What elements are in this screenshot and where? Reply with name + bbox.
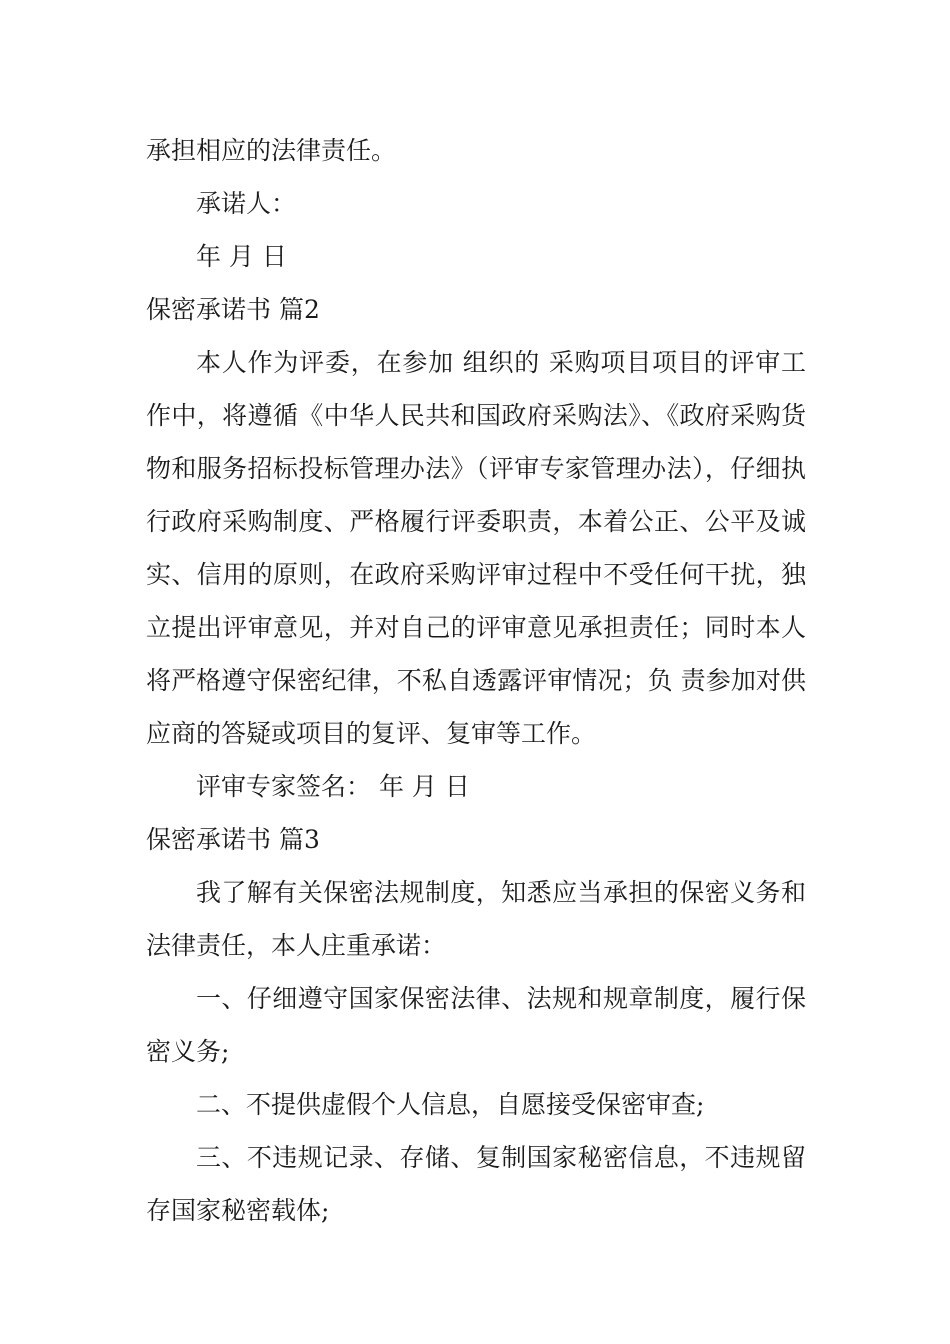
- date-line: 年 月 日: [196, 242, 287, 271]
- section-3-item-1: 一、仔细遵守国家保密法律、法规和规章制度，履行保密义务;: [146, 984, 806, 1066]
- section-2-signature-line: 评审专家签名： 年 月 日: [196, 772, 470, 801]
- section-2-body: 本人作为评委，在参加 组织的 采购项目项目的评审工作中，将遵循《中华人民共和国政府采购法》、《政府采购货物和服务招标投标管理办法》（评审专家管理办法），仔细执行政府采购制度、严格履行评委职责，本着公正、公平及诚实、信用的原则，在政府采购评审过程中不受任何干扰，独立提出评审意见，并对自己的评审意见承担责任；同时本人将严格遵守保密纪律，不私自透露评审情况；负 责参加对供应商的答疑或项目的复评、复审等工作。: [146, 348, 806, 748]
- document-page: [146, 124, 806, 1237]
- section-3-item-2: 二、不提供虚假个人信息，自愿接受保密审查;: [196, 1090, 705, 1119]
- section-2-heading: 保密承诺书 篇2: [146, 295, 320, 324]
- pledger-label: 承诺人：: [196, 189, 297, 218]
- section-3-heading: 保密承诺书 篇3: [146, 825, 320, 854]
- continuation-paragraph: 承担相应的法律责任。: [146, 136, 397, 165]
- section-3-item-3: 三、不违规记录、存储、复制国家秘密信息，不违规留存国家秘密载体;: [146, 1143, 806, 1225]
- section-3-intro: 我了解有关保密法规制度，知悉应当承担的保密义务和法律责任，本人庄重承诺：: [146, 878, 806, 960]
